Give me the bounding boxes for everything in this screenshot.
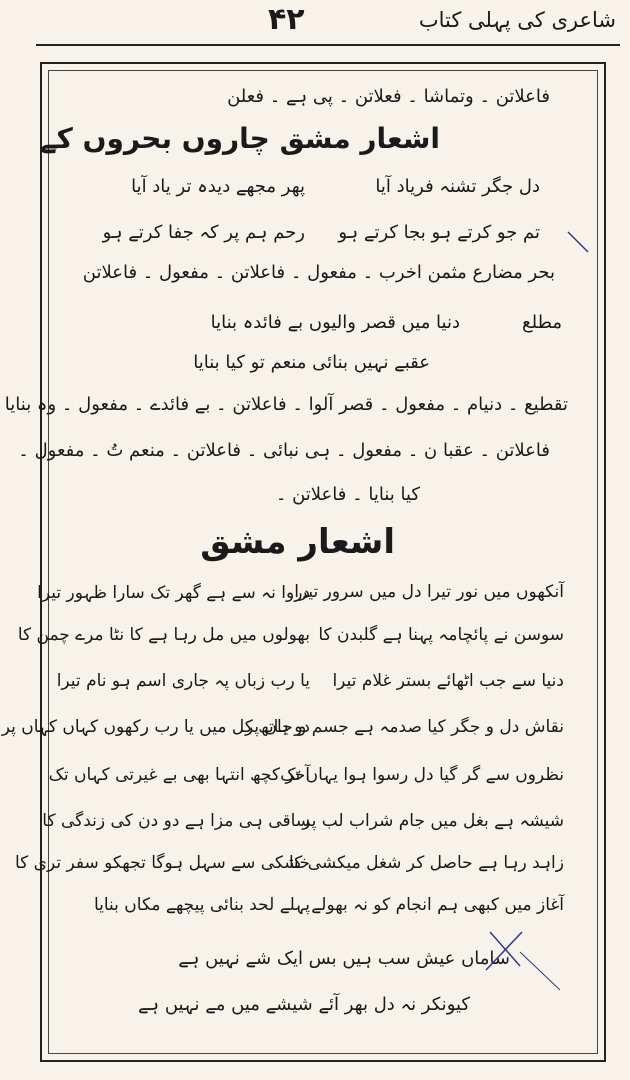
- meter-line: فاعلاتن ۔ وتماشا ۔ فعلاتن ۔ پی ہے ۔ فعلن: [227, 86, 550, 107]
- final-line-1: ساماں عیش سب ہیں بس ایک شے نہیں ہے: [178, 948, 510, 969]
- couplet-right: نظروں سے گر گیا دل رسوا ہوا یہاں تک: [280, 765, 564, 785]
- couplet-left: آخر کچھ انتہا بھی بے غیرتی کہاں تک: [48, 765, 310, 785]
- couplet-right: شیشہ ہے بغل میں جام شراب لب پر: [302, 811, 564, 831]
- taqti-line-2: فاعلاتن ۔ عقبا ن ۔ مفعول ۔ ہی نبائی ۔ فاعلاتن ۔ منعم تُ ۔ مفعول ۔: [18, 440, 550, 461]
- final-line-2: کیونکر نہ دل بھر آئے شیشے میں مے نہیں ہے: [138, 994, 470, 1015]
- couplet-right: سوسن نے پائچامہ پہنا ہے گلبدن کا: [318, 625, 564, 645]
- couplet-right-1: دل جگر تشنہ فریاد آیا: [375, 176, 540, 197]
- taqti-line-3: کیا بنایا ۔ فاعلاتن ۔: [275, 484, 420, 505]
- pen-stroke-mark: [520, 952, 560, 990]
- book-title: شاعری کی پہلی کتاب: [418, 8, 616, 32]
- bahr-line: بحر مضارع مثمن اخرب ۔ مفعول ۔ فاعلاتن ۔ مفعول ۔ فاعلاتن: [82, 262, 555, 283]
- couplet-right-2: تم جو کرتے ہو بجا کرتے ہو: [338, 222, 540, 243]
- couplet-left: دو ہاتھ کل میں یا رب رکھوں کہاں کہاں پر: [1, 717, 310, 737]
- matla-line-2: عقبے نہیں بنائی منعم تو کیا بنایا: [193, 352, 430, 373]
- taqti-line-1: تقطیع ۔ دنیام ۔ مفعول ۔ قصر آلوا ۔ فاعلاتن ۔ بے فائدے ۔ مفعول ۔ وہ بنایا: [4, 394, 568, 415]
- couplet-left: پہلے لحد بنائی پیچھے مکاں بنایا: [93, 895, 310, 915]
- couplet-left-2: رحم ہم پر کہ جفا کرتے ہو: [102, 222, 305, 243]
- couplet-left: بھولوں میں مل رہا ہے کا نٹا مرے چمن کا: [17, 625, 310, 645]
- pen-tick-mark: [568, 232, 588, 252]
- couplet-left: دروا نہ سے ہے گھر تک سارا ظہور تیرا: [37, 583, 310, 603]
- couplet-left: ساقی ہی مزا ہے دو دن کی زندگی کا: [42, 811, 310, 831]
- couplet-left: خشکی سے سہل ہوگا تجھکو سفر تری کا: [15, 853, 310, 873]
- couplet-left: یا رب زباں پہ جاری اسم ہو نام تیرا: [56, 671, 310, 691]
- couplet-right: نقاش دل و جگر کیا صدمہ ہے جسم و جاں پر: [245, 717, 564, 737]
- matla-line-1: دنیا میں قصر والیوں بے فائدہ بنایا: [210, 312, 460, 333]
- couplet-right: دنیا سے جب اٹھائے بستر غلام تیرا: [332, 671, 564, 691]
- pen-cross-mark: [486, 932, 522, 970]
- couplet-left-1: پھر مجھے دیدہ تر یاد آیا: [131, 176, 305, 197]
- couplet-right: آنکھوں میں نور تیرا دل میں سرور تیرا: [294, 582, 564, 602]
- couplet-right: آغاز میں کبھی ہم انجام کو نہ بھولے: [311, 895, 564, 915]
- section-heading: اشعار مشق چاروں بحروں کے: [40, 122, 440, 155]
- matla-label: مطلع: [522, 312, 562, 333]
- section2-heading: اشعار مشق: [200, 522, 395, 562]
- page-number: ۴۲: [268, 2, 305, 37]
- couplet-right: زاہد رہا ہے حاصل کر شغل میکشی کا: [289, 853, 564, 873]
